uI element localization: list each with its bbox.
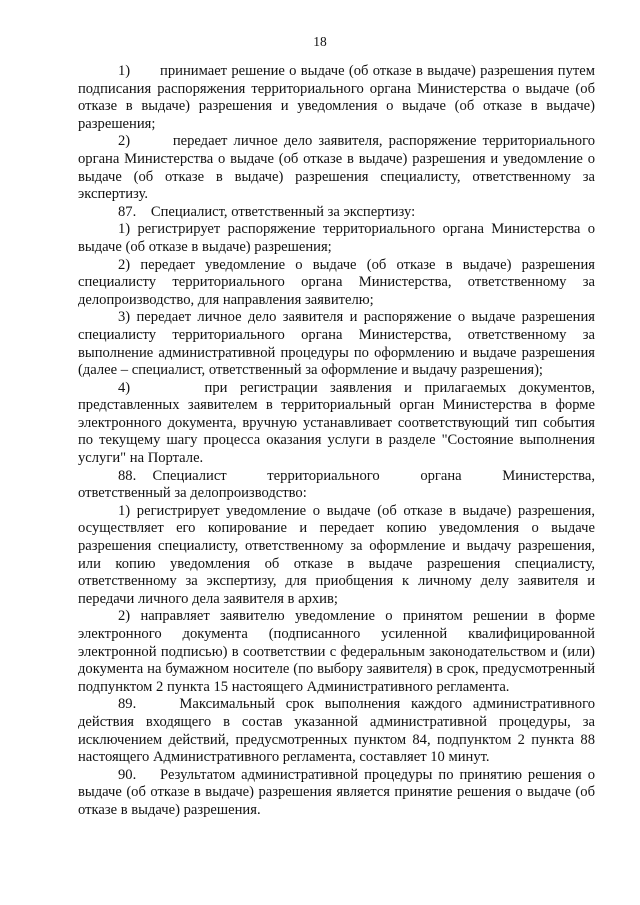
paragraph-88-heading: 88. Специалист территориального органа Министерства, ответственный за делопроизводство: bbox=[78, 467, 595, 502]
paragraph-87-item-2: 2) передает уведомление о выдаче (об отказе в выдаче) разрешения специалисту территориального органа Министерства, ответственному за делопроизводство, для направления заявителю; bbox=[78, 256, 595, 308]
paragraph-87-item-1: 1) регистрирует распоряжение территориального органа Министерства о выдаче (об отказе в выдаче) разрешения; bbox=[78, 221, 595, 255]
paragraph-87-heading: 87. Специалист, ответственный за экспертизу: bbox=[118, 203, 416, 220]
page-number: 18 bbox=[313, 34, 327, 49]
paragraph-88-item-2: 2) направляет заявителю уведомление о принятом решении в форме электронного документа (подписанного усиленной квалифицированной электронной подписью) в соответствии с федеральным законодательством и (или) документа на бумажном носителе (по выбору заявителя) в срок, предусмотренный подпунктом 2 пункта 15 настоящего Административного регламента. bbox=[78, 608, 595, 695]
paragraph-87-item-3: 3) передает личное дело заявителя и распоряжение о выдаче разрешения специалисту территориального органа Министерства, ответственному за выполнение административной процедуры по оформлению и выдаче разрешения (далее – специалист, ответственный за оформление и выдачу разрешения); bbox=[78, 309, 595, 379]
paragraph-90: 90. Результатом административной процедуры по принятию решения о выдаче (об отказе в выдаче) разрешения является принятие решения о выдаче (об отказе в выдаче) разрешения. bbox=[78, 766, 595, 818]
paragraph-89: 89. Максимальный срок выполнения каждого административного действия входящего в состав указанной административной процедуры, за исключением действий, предусмотренных пунктом 84, подпунктом 2 пункта 88 настоящего Административного регламента, составляет 10 минут. bbox=[78, 696, 595, 766]
document-body bbox=[78, 63, 595, 820]
paragraph-1: 1) принимает решение о выдаче (об отказе в выдаче) разрешения путем подписания распоряжения территориального органа Министерства о выдаче (об отказе в выдаче) разрешения и уведомления о выдаче (об отказе в выдаче) разрешения; bbox=[78, 63, 595, 132]
paragraph-2: 2) передает личное дело заявителя, распоряжение территориального органа Министерства о выдаче (об отказе в выдаче) разрешения и уведомление о выдаче (об отказе в выдаче) разрешения специалисту, ответственному за экспертизу. bbox=[78, 133, 595, 203]
paragraph-88-item-1: 1) регистрирует уведомление о выдаче (об отказе в выдаче) разрешения, осуществляет его копирование и передает копию уведомления о выдаче разрешения специалисту, ответственному за оформление и выдачу разрешения, или копию уведомления об отказе в выдаче разрешения специалисту, ответственному за экспертизу, для приобщения к личному делу заявителя и передачи личного дела заявителя в архив; bbox=[78, 502, 595, 607]
paragraph-87-item-4: 4) при регистрации заявления и прилагаемых документов, представленных заявителем в территориальный орган Министерства в форме электронного документа, вручную устанавливает соответствующий тип события по текущему шагу процесса оказания услуги в разделе "Состояние выполнения услуги" на Портале. bbox=[78, 379, 595, 467]
